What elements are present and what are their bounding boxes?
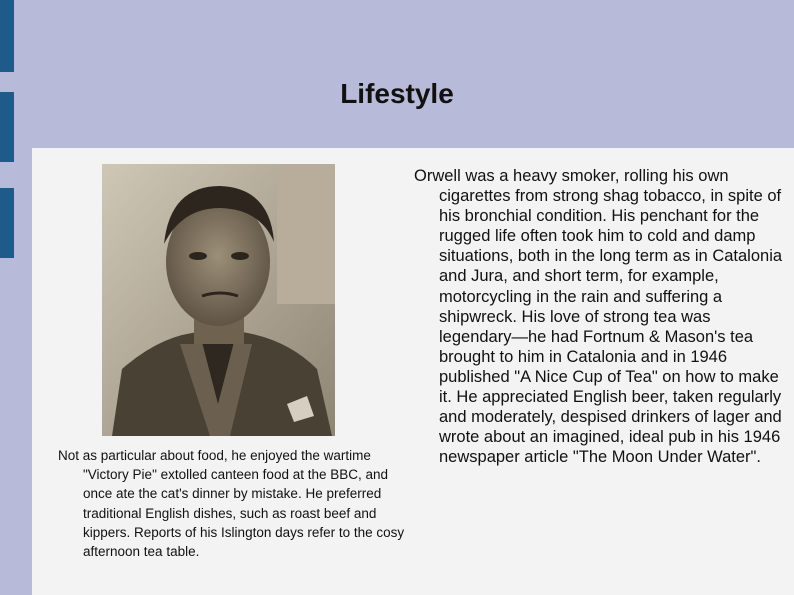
accent-bar-3	[0, 188, 14, 258]
title-band	[0, 0, 794, 148]
habits-paragraph: Orwell was a heavy smoker, rolling his own cigarettes from strong shag tobacco, in spite of his bronchial condition. His penchant for the rugged life often took him to cold and damp situations, both in the long term as in Catalonia and Jura, and short term, for example, motorcycling in the rain and suffering a shipwreck. His love of strong tea was legendary—he had Fortnum & Mason's tea brought to him in Catalonia and in 1946 published "A Nice Cup of Tea" on how to make it. He appreciated English beer, taken regularly and moderately, despised drinkers of lager and wrote about an imagined, ideal pub in his 1946 newspaper article "The Moon Under Water".	[414, 167, 783, 467]
food-paragraph: Not as particular about food, he enjoyed the wartime "Victory Pie" extolled canteen food at the BBC, and once ate the cat's dinner by mistake. He preferred traditional English dishes, such as roast beef and kippers. Reports of his Islington days refer to the cosy afternoon tea table.	[58, 448, 405, 560]
slide-title: Lifestyle	[340, 78, 454, 109]
portrait-photo	[102, 164, 335, 436]
